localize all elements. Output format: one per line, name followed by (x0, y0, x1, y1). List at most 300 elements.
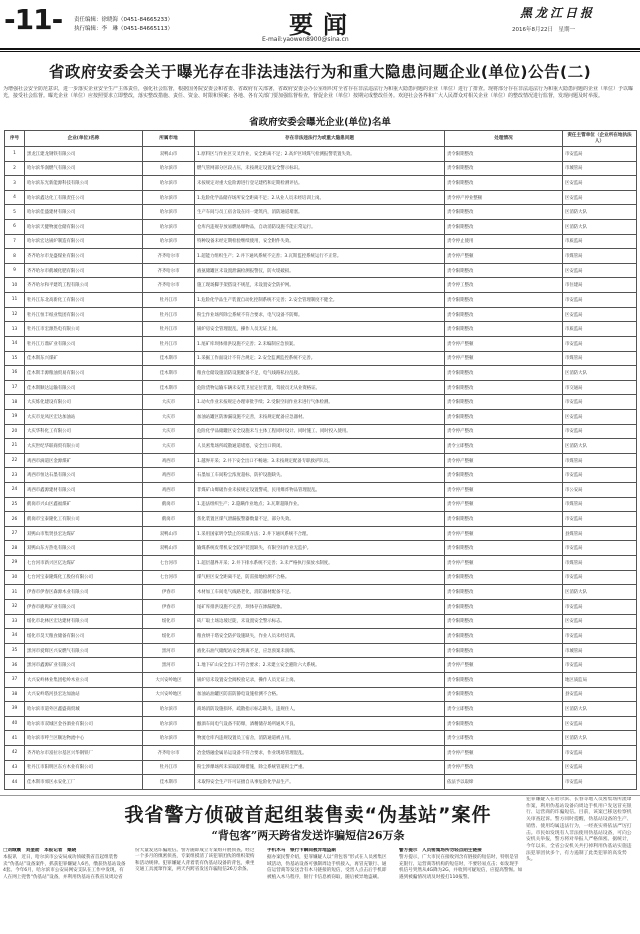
row-index-cell: 30 (5, 570, 25, 585)
row-index-cell: 15 (5, 351, 25, 366)
masthead-rule-thin (0, 51, 640, 52)
problem-cell: 燃气管网部分区段占压，未按规定设置安全警示标识。 (195, 161, 445, 176)
supervisor-cell: 市安监局 (563, 468, 637, 483)
supervisor-cell: 市安监局 (563, 658, 637, 673)
supervisor-cell: 市安监局 (563, 775, 637, 790)
handling-cell: 责令限期整改 (445, 176, 563, 191)
table-row (5, 205, 637, 220)
issue-date: 2016年8月22日 星期一 (512, 27, 575, 33)
handling-cell: 责令限期整改 (445, 512, 563, 527)
city-cell: 佳木斯市 (143, 775, 195, 790)
masthead (0, 0, 640, 52)
row-index-cell: 16 (5, 366, 25, 381)
handling-cell: 责令限期整改 (445, 570, 563, 585)
supervisor-cell: 市公安局 (563, 483, 637, 498)
supervisor-cell: 市交通局 (563, 380, 637, 395)
company-name-cell: 佳木斯市郊区永安化工厂 (25, 775, 143, 790)
table-row (5, 775, 637, 790)
table-row (5, 643, 637, 658)
problem-cell: 危险货物运输车辆未安装卫星定位装置，驾驶员无从业资格证。 (195, 380, 445, 395)
supervisor-cell: 县煤管局 (563, 526, 637, 541)
company-name-cell: 牡丹江万鼎矿业有限公司 (25, 336, 143, 351)
row-index-cell: 20 (5, 424, 25, 439)
page-number: -11- (4, 3, 63, 36)
problem-cell: 焦化装置区煤气泄漏报警器数量不足，部分失效。 (195, 512, 445, 527)
problem-cell: 砖厂取土场边坡过陡，未设置安全警示标志。 (195, 614, 445, 629)
problem-cell: 液化石油气储配站安全距离不足，应急预案未演练。 (195, 643, 445, 658)
table-row (5, 234, 637, 249)
row-index-cell: 2 (5, 161, 25, 176)
city-cell: 大庆市 (143, 439, 195, 454)
handling-cell: 责令限期整改 (445, 380, 563, 395)
handling-cell: 责令限期整改 (445, 395, 563, 410)
supervisor-cell: 区安监局 (563, 263, 637, 278)
story-paragraph: 本报讯 近日，哈尔滨市公安局成功侦破我省首起组装售卖“伪基站”设备案件，抓获犯罪嫌疑人6名，缴获伪基站设备4套。今年6月，哈尔滨市公安局网安支队在工作中发现，有人在网上兜售“伪基站”设备，并利用伪基站在我省及周边省份大量发送诈骗短信。警方随即成立专案组开展侦查。经过一个多月的缜密侦查，专案组摸清了该犯罪团伙的组织架构和活动规律。犯罪嫌疑人背着装有伪基站设备的背包，乘坐交通工具流窜作案，两天内跨省发送诈骗短信26万余条。 (3, 848, 255, 880)
handling-cell: 责令限期整改 (445, 205, 563, 220)
company-name-cell: 佳木斯丰源粮油贸易有限公司 (25, 366, 143, 381)
problem-cell: 粮食烘干塔安全防护设施缺失，作业人员未经培训。 (195, 629, 445, 644)
handling-cell: 责令限期整改 (445, 541, 563, 556)
problem-cell: 物流仓库内违规设置员工宿舍，消防通道被占用。 (195, 731, 445, 746)
problem-cell: 1.超层越界开采；2.井下排水系统不完善；3.未严格执行探放水制度。 (195, 556, 445, 571)
handling-cell: 责令停产整改 (445, 760, 563, 775)
city-cell: 哈尔滨市 (143, 234, 195, 249)
city-cell: 牡丹江市 (143, 293, 195, 308)
story-headline: 我省警方侦破首起组装售卖“伪基站”案件 (124, 804, 492, 826)
exposed-firms-table (4, 130, 637, 790)
problem-cell: 木材加工车间电气线路老化，消防器材配备不足。 (195, 585, 445, 600)
supervisor-cell: 市质监局 (563, 322, 637, 337)
table-row (5, 249, 637, 264)
company-name-cell: 双鸭山市集贤县宏达煤矿 (25, 526, 143, 541)
city-cell: 绥化市 (143, 614, 195, 629)
table-row (5, 147, 637, 162)
company-name-cell: 牡丹江市宏源热电有限公司 (25, 322, 143, 337)
supervisor-cell: 县安监局 (563, 687, 637, 702)
col-header-index: 序号 (5, 131, 25, 147)
handling-cell: 责令限期整改 (445, 672, 563, 687)
city-cell: 大庆市 (143, 409, 195, 424)
story-paragraph: 据办案民警介绍，犯罪嫌疑人以“背包客”形式在人员密集区域活动，伪基站设备可强制周边手机接入，再冒充银行、通信运营商等发送含有木马链接的短信，受害人点击后手机即被植入木马程序，银行卡信息被窃取，随后被异地盗刷。 (267, 855, 387, 880)
handling-cell: 责令限期整改 (445, 161, 563, 176)
problem-cell: 1.违法组织生产；2.隐瞒作业地点；3.瓦斯超限作业。 (195, 497, 445, 512)
company-name-cell: 佳木斯顺达运输有限公司 (25, 380, 143, 395)
table-row (5, 220, 637, 235)
problem-cell: 生产车间与员工宿舍设在同一建筑内，消防通道堵塞。 (195, 205, 445, 220)
city-cell: 双鸭山市 (143, 541, 195, 556)
company-name-cell: 鸡西市滴道区金源煤矿 (25, 453, 143, 468)
row-index-cell: 37 (5, 672, 25, 687)
row-index-cell: 41 (5, 731, 25, 746)
row-index-cell: 25 (5, 497, 25, 512)
newspaper-name: 黑龙江日报 (520, 6, 596, 20)
city-cell: 佳木斯市 (143, 351, 195, 366)
handling-cell: 责令限期整改 (445, 263, 563, 278)
row-index-cell: 7 (5, 234, 25, 249)
city-cell: 牡丹江市 (143, 322, 195, 337)
company-name-cell: 哈尔滨宏达锅炉制造有限公司 (25, 234, 143, 249)
supervisor-cell: 区消防大队 (563, 585, 637, 600)
supervisor-cell: 市质监局 (563, 234, 637, 249)
table-row (5, 336, 637, 351)
problem-cell: 危险化学品储罐区安全设施未与主体工程同时设计、同时施工、同时投入使用。 (195, 424, 445, 439)
row-index-cell: 34 (5, 629, 25, 644)
city-cell: 哈尔滨市 (143, 731, 195, 746)
supervisor-cell: 市安监局 (563, 424, 637, 439)
table-row (5, 307, 637, 322)
handling-cell: 责令限期整改 (445, 307, 563, 322)
handling-cell: 责令限期整改 (445, 643, 563, 658)
table-row (5, 570, 637, 585)
company-name-cell: 七台河宝泰隆煤化工股份有限公司 (25, 570, 143, 585)
company-name-cell: 齐齐哈尔和平建筑工程有限公司 (25, 278, 143, 293)
company-name-cell: 哈尔滨市双城区金谷酒业有限公司 (25, 716, 143, 731)
city-cell: 大兴安岭地区 (143, 687, 195, 702)
handling-cell: 责令停产整顿 (445, 658, 563, 673)
problem-cell: 煤气柜区安全距离不足，防雷接地检测不合格。 (195, 570, 445, 585)
city-cell: 七台河市 (143, 570, 195, 585)
notice-intro: 为增强社会安全防范意识，进一步落实企业安全生产主体责任，强化社会监督，根据国务院安委会和省委、省政府有关部署，省政府安委会办公室组织对全省存在非法违法行为和重大隐患问题的企业（单位）进行了排查。现将部分存在非法违法行为和重大隐患问题的企业（单位）予以曝光，接受社会监督。曝光企业（单位）应按照要求立即整改，落实整改措施、责任、资金、时限和预案；各地、各有关部门要加强监督检查，督促企业（单位）按期完成整改任务。欢迎社会各界和广大人民群众对相关企业（单位）的整改情况进行监督，发现问题及时举报。 (3, 86, 634, 99)
city-cell: 哈尔滨市 (143, 176, 195, 191)
supervisor-cell: 区安监局 (563, 307, 637, 322)
table-row (5, 351, 637, 366)
table-row (5, 760, 637, 775)
supervisor-cell: 市住建局 (563, 278, 637, 293)
city-cell: 伊春市 (143, 599, 195, 614)
handling-cell: 责令停产整顿 (445, 249, 563, 264)
story-byline: □刘城震 刘奎劼 本报记者 桑晓 (3, 848, 77, 853)
staff-line: 执行编辑：李 琳（0451-84665113） (74, 26, 173, 32)
notice-title: 省政府安委会关于曝光存在非法违法行为和重大隐患问题企业(单位)公告(二) (48, 63, 592, 81)
row-index-cell: 42 (5, 745, 25, 760)
problem-cell: 1.采掘工作面设计不符合规定；2.安全监测监控系统不完善。 (195, 351, 445, 366)
row-index-cell: 31 (5, 585, 25, 600)
table-title: 省政府安委会曝光企业(单位)名单 (249, 117, 391, 128)
supervisor-cell: 市煤管局 (563, 453, 637, 468)
city-cell: 七台河市 (143, 556, 195, 571)
supervisor-cell: 市煤管局 (563, 556, 637, 571)
table-row (5, 293, 637, 308)
handling-cell: 责令立即整改 (445, 439, 563, 454)
company-name-cell: 绥化市北林区宏达建材有限公司 (25, 614, 143, 629)
company-name-cell: 大庆世纪华联商贸有限公司 (25, 439, 143, 454)
problem-cell: 非煤矿山爆破作业未按规定设置警戒，民用爆炸物品管理混乱。 (195, 483, 445, 498)
company-name-cell: 大庆华科化工有限公司 (25, 424, 143, 439)
handling-cell: 责令停产整顿 (445, 336, 563, 351)
city-cell: 哈尔滨市 (143, 702, 195, 717)
supervisor-cell: 区消防大队 (563, 439, 637, 454)
table-row (5, 672, 637, 687)
problem-cell: 特种设备未经定期检验继续使用，安全附件失效。 (195, 234, 445, 249)
city-cell: 鹤岗市 (143, 497, 195, 512)
company-name-cell: 黑河市爱辉区兴安燃气有限公司 (25, 643, 143, 658)
row-index-cell: 29 (5, 556, 25, 571)
staff-credits (74, 16, 173, 34)
table-row (5, 658, 637, 673)
story-paragraph: 警方提示，广大市民在接收到含有链接的短信时，特别是冒充银行、运营商等机构的短信时，不要轻易点击；如发现手机信号突然从4G降为2G，并收到可疑短信，应提高警惕。如遇到被骗情况请及时拨打110报警。 (399, 855, 523, 880)
city-cell: 哈尔滨市 (143, 161, 195, 176)
company-name-cell: 齐齐哈尔市富拉尔基区兴华钢铁厂 (25, 745, 143, 760)
problem-cell: 尾矿库排洪设施不完善，坝体存在渗漏现象。 (195, 599, 445, 614)
row-index-cell: 9 (5, 263, 25, 278)
table-row (5, 380, 637, 395)
company-name-cell: 齐齐哈尔市鹤城化肥有限公司 (25, 263, 143, 278)
table-row (5, 614, 637, 629)
problem-cell: 1.采用国家明令禁止的采煤方法；2.井下通风系统不合理。 (195, 526, 445, 541)
city-cell: 鹤岗市 (143, 512, 195, 527)
table-row (5, 439, 637, 454)
supervisor-cell: 市安监局 (563, 293, 637, 308)
story-subheading: 手机木马 银行卡瞬间被异地盗刷 (267, 848, 336, 853)
row-index-cell: 4 (5, 190, 25, 205)
table-row (5, 453, 637, 468)
col-header-supervisor: 责任主管单位（企业所在地执法人） (563, 131, 637, 147)
col-header-company: 企业(单位)名称 (25, 131, 143, 147)
row-index-cell: 18 (5, 395, 25, 410)
row-index-cell: 23 (5, 468, 25, 483)
city-cell: 鸡西市 (143, 483, 195, 498)
table-row (5, 161, 637, 176)
col-header-handling: 处理情况 (445, 131, 563, 147)
handling-cell: 责令限期整改 (445, 366, 563, 381)
handling-cell: 责令限期整改 (445, 293, 563, 308)
handling-cell: 责令限期整改 (445, 220, 563, 235)
company-name-cell: 伊春市伊春区森源木业有限公司 (25, 585, 143, 600)
company-name-cell: 鹤岗市宝泰隆化工有限公司 (25, 512, 143, 527)
supervisor-cell: 市安监局 (563, 541, 637, 556)
problem-cell: 加油站油罐区防雷防静电设施检测不合格。 (195, 687, 445, 702)
city-cell: 齐齐哈尔市 (143, 263, 195, 278)
city-cell: 双鸭山市 (143, 526, 195, 541)
company-name-cell: 牡丹江市阳明区东方木业有限公司 (25, 760, 143, 775)
handling-cell: 责令停产整改 (445, 424, 563, 439)
city-cell: 哈尔滨市 (143, 220, 195, 235)
handling-cell: 责令限期整改 (445, 687, 563, 702)
supervisor-cell: 区安监局 (563, 409, 637, 424)
city-cell: 鸡西市 (143, 453, 195, 468)
table-row (5, 176, 637, 191)
company-name-cell: 大兴安岭塔河县宏达加油站 (25, 687, 143, 702)
table-row (5, 263, 637, 278)
section-divider (0, 795, 640, 796)
row-index-cell: 35 (5, 643, 25, 658)
problem-cell: 1.危险化学品储存场所安全距离不足；2.从业人员未经培训上岗。 (195, 190, 445, 205)
row-index-cell: 28 (5, 541, 25, 556)
table-header-row (5, 131, 637, 147)
row-index-cell: 32 (5, 599, 25, 614)
supervisor-cell: 区安监局 (563, 190, 637, 205)
col-header-problem: 存在非法违法行为或重大隐患问题 (195, 131, 445, 147)
row-index-cell: 27 (5, 526, 25, 541)
problem-cell: 粉尘涉爆场所未采取防爆措施，除尘系统管道积尘严重。 (195, 760, 445, 775)
problem-cell: 粮食仓储设施消防设施配备不足，电气线路私拉乱接。 (195, 366, 445, 381)
row-index-cell: 40 (5, 716, 25, 731)
table-row (5, 468, 637, 483)
problem-cell: 未按规定对重大危险源进行登记建档和定期检测评估。 (195, 176, 445, 191)
company-name-cell: 哈尔滨市道外区鑫盛商贸城 (25, 702, 143, 717)
city-cell: 佳木斯市 (143, 380, 195, 395)
supervisor-cell: 市安监局 (563, 629, 637, 644)
table-body (5, 147, 637, 790)
section-title: 要闻 (289, 10, 357, 39)
problem-cell: 1.超能力组织生产；2.井下通风系统不完善；3.瓦斯监控系统运行不正常。 (195, 249, 445, 264)
table-row (5, 497, 637, 512)
supervisor-cell: 市煤管局 (563, 249, 637, 264)
table-row (5, 526, 637, 541)
table-row (5, 716, 637, 731)
supervisor-cell: 市安监局 (563, 147, 637, 162)
company-name-cell: 齐齐哈尔市龙盛煤业有限公司 (25, 249, 143, 264)
problem-cell: 冶金熔融金属吊运设备不符合要求，作业现场管理混乱。 (195, 745, 445, 760)
table-row (5, 585, 637, 600)
city-cell: 伊春市 (143, 585, 195, 600)
problem-cell: 1.动火作业未按规定办理审批手续；2.受限空间作业未进行气体检测。 (195, 395, 445, 410)
problem-cell: 仓库内违规存放易燃易爆物品，自动消防设施不能正常运行。 (195, 220, 445, 235)
city-cell: 大庆市 (143, 424, 195, 439)
table-row (5, 278, 637, 293)
row-index-cell: 11 (5, 293, 25, 308)
row-index-cell: 39 (5, 702, 25, 717)
city-cell: 牡丹江市 (143, 760, 195, 775)
side-column: 犯罪嫌疑人在哈尔滨、长春等地人员密集场所流窜作案，利用伪基站设备向周边手机用户发送冒充银行、运营商的诈骗短信。目前，该案已移送检察机关审查起诉。警方同时提醒，伪基站设备的生产、销售、使用均属违法行为，一经查实将依法严厉打击。市民如发现有人非法使用伪基站设备，可向公安机关举报，警方将对举报人严格保密。据统计，今年以来，全省公安机关共打掉利用伪基站实施违法犯罪团伙多个，有力遏制了此类犯罪的高发势头。 (526, 797, 632, 863)
problem-cell: 液氨储罐区未设置泄漏检测报警仪，防火堤破损。 (195, 263, 445, 278)
table-row (5, 556, 637, 571)
supervisor-cell: 区消防大队 (563, 220, 637, 235)
row-index-cell: 13 (5, 322, 25, 337)
supervisor-cell: 市煤管局 (563, 351, 637, 366)
handling-cell: 责令停产停业整顿 (445, 190, 563, 205)
city-cell: 哈尔滨市 (143, 190, 195, 205)
handling-cell: 责令立即整改 (445, 731, 563, 746)
table-row (5, 541, 637, 556)
row-index-cell: 14 (5, 336, 25, 351)
city-cell: 大兴安岭地区 (143, 672, 195, 687)
row-index-cell: 33 (5, 614, 25, 629)
supervisor-cell: 市安监局 (563, 512, 637, 527)
table-row (5, 322, 637, 337)
problem-cell: 1.越界开采；2.井下安全出口不畅通；3.未按规定配备专职救护队员。 (195, 453, 445, 468)
company-name-cell: 哈尔滨华润燃气有限公司 (25, 161, 143, 176)
row-index-cell: 6 (5, 220, 25, 235)
story-subheading: 警方提示 人员密集场所勿轻点陌生链接 (399, 848, 482, 853)
company-name-cell: 哈尔滨东光新能源科技有限公司 (25, 176, 143, 191)
row-index-cell: 5 (5, 205, 25, 220)
story-subhead: “背包客”两天跨省发送诈骗短信26万条 (211, 829, 405, 842)
problem-cell: 未取得安全生产许可证擅自从事危险化学品生产。 (195, 775, 445, 790)
company-name-cell: 黑龙江建龙钢铁有限公司 (25, 147, 143, 162)
story-body (3, 848, 523, 932)
problem-cell: 施工现场脚手架搭设不规范，未设置安全防护网。 (195, 278, 445, 293)
row-index-cell: 17 (5, 380, 25, 395)
handling-cell: 责令限期整改 (445, 629, 563, 644)
section-email: E-mail:yaowen8900@sina.cn (262, 36, 349, 43)
supervisor-cell: 市城管局 (563, 643, 637, 658)
row-index-cell: 36 (5, 658, 25, 673)
table-row (5, 395, 637, 410)
row-index-cell: 21 (5, 439, 25, 454)
row-index-cell: 19 (5, 409, 25, 424)
handling-cell: 责令停产整顿 (445, 483, 563, 498)
row-index-cell: 43 (5, 760, 25, 775)
row-index-cell: 44 (5, 775, 25, 790)
problem-cell: 人员密集场所疏散通道堵塞，安全出口锁闭。 (195, 439, 445, 454)
problem-cell: 粉尘作业场所除尘系统不符合要求，电气设备不防爆。 (195, 307, 445, 322)
problem-cell: 锅炉房未设置安全阀校验记录，操作人员无证上岗。 (195, 672, 445, 687)
city-cell: 哈尔滨市 (143, 205, 195, 220)
table-row (5, 629, 637, 644)
col-header-city: 所属市地 (143, 131, 195, 147)
problem-cell: 1.尾矿库坝体排洪设施不完善；2.未编制应急预案。 (195, 336, 445, 351)
problem-cell: 锅炉房安全管理混乱，操作人员无证上岗。 (195, 322, 445, 337)
supervisor-cell: 区消防大队 (563, 205, 637, 220)
problem-cell: 石墨加工车间粉尘浓度超标，防护设施缺失。 (195, 468, 445, 483)
supervisor-cell: 区安监局 (563, 716, 637, 731)
company-name-cell: 七台河市新兴区亿达煤矿 (25, 556, 143, 571)
city-cell: 佳木斯市 (143, 366, 195, 381)
handling-cell: 责令停止使用 (445, 234, 563, 249)
company-name-cell: 绥化市昊天粮食储备有限公司 (25, 629, 143, 644)
handling-cell: 责令停产整顿 (445, 526, 563, 541)
city-cell: 鸡西市 (143, 468, 195, 483)
handling-cell: 责令限期整改 (445, 322, 563, 337)
supervisor-cell: 区安监局 (563, 614, 637, 629)
city-cell: 黑河市 (143, 643, 195, 658)
city-cell: 齐齐哈尔市 (143, 745, 195, 760)
handling-cell: 责令限期整改 (445, 716, 563, 731)
row-index-cell: 12 (5, 307, 25, 322)
supervisor-cell: 市安监局 (563, 570, 637, 585)
city-cell: 哈尔滨市 (143, 716, 195, 731)
supervisor-cell: 地区质监局 (563, 672, 637, 687)
table-row (5, 512, 637, 527)
handling-cell: 责令限期整改 (445, 147, 563, 162)
supervisor-cell: 市煤管局 (563, 497, 637, 512)
handling-cell: 责令限期整改 (445, 614, 563, 629)
city-cell: 齐齐哈尔市 (143, 249, 195, 264)
handling-cell: 责令停产整顿 (445, 497, 563, 512)
company-name-cell: 大庆市龙凤区宏达加油站 (25, 409, 143, 424)
row-index-cell: 22 (5, 453, 25, 468)
supervisor-cell: 区消防大队 (563, 702, 637, 717)
company-name-cell: 伊春市鹿鸣矿业有限公司 (25, 599, 143, 614)
handling-cell: 依法予以取缔 (445, 775, 563, 790)
company-name-cell: 双鸭山东方热电有限公司 (25, 541, 143, 556)
company-name-cell: 鹤岗市兴山区鑫福煤矿 (25, 497, 143, 512)
row-index-cell: 8 (5, 249, 25, 264)
row-index-cell: 3 (5, 176, 25, 191)
supervisor-cell: 区安监局 (563, 760, 637, 775)
supervisor-cell: 区消防大队 (563, 731, 637, 746)
city-cell: 齐齐哈尔市 (143, 278, 195, 293)
company-name-cell: 鸡西市鑫源建材有限公司 (25, 483, 143, 498)
table-row (5, 702, 637, 717)
problem-cell: 酿酒车间电气设备不防爆，酒精储存场所通风不良。 (195, 716, 445, 731)
row-index-cell: 1 (5, 147, 25, 162)
table-row (5, 687, 637, 702)
company-name-cell: 哈尔滨鑫达化工有限责任公司 (25, 190, 143, 205)
city-cell: 牡丹江市 (143, 336, 195, 351)
supervisor-cell: 市安监局 (563, 599, 637, 614)
company-name-cell: 鸡西市恒达石墨有限公司 (25, 468, 143, 483)
city-cell: 绥化市 (143, 629, 195, 644)
city-cell: 牡丹江市 (143, 307, 195, 322)
handling-cell: 责令立即整改 (445, 702, 563, 717)
supervisor-cell: 市安监局 (563, 395, 637, 410)
problem-cell: 商场消防设施损坏，疏散指示标志缺失，违规住人。 (195, 702, 445, 717)
supervisor-cell: 区消防大队 (563, 366, 637, 381)
company-name-cell: 大兴安岭林业集团松岭木业公司 (25, 672, 143, 687)
company-name-cell: 哈尔滨市呼兰区顺达物流中心 (25, 731, 143, 746)
